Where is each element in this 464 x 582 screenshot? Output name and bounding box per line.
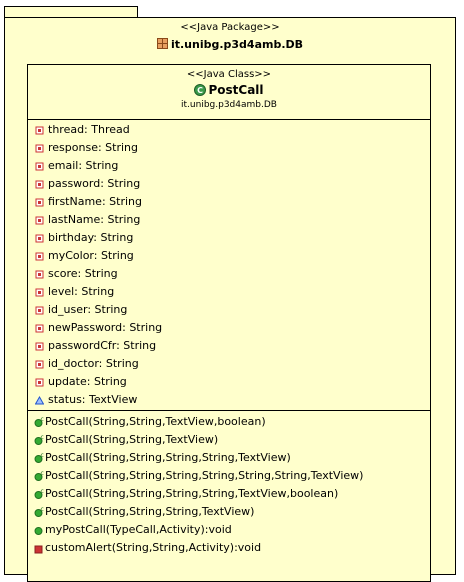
field-label: thread: Thread	[48, 123, 130, 136]
private-visibility-icon	[35, 252, 44, 261]
field-label: id_doctor: String	[48, 357, 139, 370]
method-row[interactable]	[28, 503, 430, 521]
method-row[interactable]	[28, 539, 430, 557]
class-header	[28, 65, 430, 120]
svg-text:c: c	[40, 506, 44, 513]
constructor-icon	[33, 452, 45, 464]
method-label: PostCall(String,String,String,String,String,String,TextView)	[45, 469, 364, 482]
private-visibility-icon	[35, 234, 44, 243]
field-row[interactable]	[28, 355, 430, 373]
field-label: response: String	[48, 141, 138, 154]
svg-text:c: c	[40, 488, 44, 495]
method-label: customAlert(String,String,Activity):void	[45, 541, 262, 554]
private-visibility-icon	[35, 144, 44, 153]
method-row[interactable]	[28, 521, 430, 539]
class-package: it.unibg.p3d4amb.DB	[181, 100, 277, 110]
method-label: PostCall(String,String,String,TextView)	[45, 505, 255, 518]
field-row[interactable]	[28, 193, 430, 211]
field-label: level: String	[48, 285, 115, 298]
field-row[interactable]	[28, 211, 430, 229]
private-visibility-icon	[35, 126, 44, 135]
method-row[interactable]	[28, 449, 430, 467]
field-row[interactable]	[28, 373, 430, 391]
field-label: id_user: String	[48, 303, 128, 316]
package-stereotype: <<Java Package>>	[180, 22, 280, 33]
package-icon	[157, 38, 168, 49]
field-label: myColor: String	[48, 249, 134, 262]
field-label: email: String	[48, 159, 119, 172]
field-label: newPassword: String	[48, 321, 163, 334]
package-name: it.unibg.p3d4amb.DB	[170, 38, 304, 51]
svg-text:c: c	[40, 470, 44, 477]
private-visibility-icon	[35, 306, 44, 315]
method-label: myPostCall(TypeCall,Activity):void	[45, 523, 232, 536]
class-box[interactable]	[27, 64, 431, 582]
svg-text:c: c	[40, 434, 44, 441]
method-label: PostCall(String,String,String,String,TextView)	[45, 451, 291, 464]
svg-text:c: c	[40, 452, 44, 459]
field-label: lastName: String	[48, 213, 141, 226]
method-row[interactable]	[28, 467, 430, 485]
field-label: firstName: String	[48, 195, 142, 208]
field-row[interactable]	[28, 175, 430, 193]
private-visibility-icon	[35, 180, 44, 189]
methods-compartment	[28, 411, 430, 557]
class-name-row	[28, 83, 430, 97]
private-method-icon	[33, 542, 45, 554]
field-label: passwordCfr: String	[48, 339, 157, 352]
field-row[interactable]	[28, 121, 430, 139]
private-visibility-icon	[35, 378, 44, 387]
field-row[interactable]	[28, 229, 430, 247]
constructor-icon	[33, 434, 45, 446]
field-label: update: String	[48, 375, 127, 388]
field-row[interactable]	[28, 265, 430, 283]
public-method-icon	[33, 524, 45, 536]
package-visibility-icon	[35, 396, 44, 405]
private-visibility-icon	[35, 360, 44, 369]
method-row[interactable]	[28, 485, 430, 503]
method-row[interactable]	[28, 413, 430, 431]
field-row[interactable]	[28, 157, 430, 175]
class-stereotype: <<Java Class>>	[186, 69, 272, 80]
field-row[interactable]	[28, 139, 430, 157]
constructor-icon	[33, 506, 45, 518]
field-row[interactable]	[28, 391, 430, 409]
private-visibility-icon	[35, 342, 44, 351]
private-visibility-icon	[35, 216, 44, 225]
constructor-icon	[33, 488, 45, 500]
class-name: PostCall	[208, 83, 264, 97]
package-frame	[4, 17, 456, 575]
private-visibility-icon	[35, 288, 44, 297]
private-visibility-icon	[35, 162, 44, 171]
fields-compartment	[28, 120, 430, 411]
field-label: password: String	[48, 177, 141, 190]
field-row[interactable]	[28, 283, 430, 301]
method-label: PostCall(String,String,TextView)	[45, 433, 219, 446]
method-row[interactable]	[28, 431, 430, 449]
private-visibility-icon	[35, 324, 44, 333]
field-row[interactable]	[28, 301, 430, 319]
field-row[interactable]	[28, 319, 430, 337]
private-visibility-icon	[35, 270, 44, 279]
field-label: birthday: String	[48, 231, 134, 244]
field-label: status: TextView	[48, 393, 138, 406]
method-label: PostCall(String,String,String,String,TextView,boolean)	[45, 487, 339, 500]
field-label: score: String	[48, 267, 118, 280]
svg-text:c: c	[40, 416, 44, 423]
constructor-icon	[33, 470, 45, 482]
svg-text:C: C	[197, 86, 204, 95]
package-name-row	[5, 38, 455, 51]
constructor-icon	[33, 416, 45, 428]
field-row[interactable]	[28, 247, 430, 265]
class-icon	[194, 84, 206, 96]
field-row[interactable]	[28, 337, 430, 355]
private-visibility-icon	[35, 198, 44, 207]
method-label: PostCall(String,String,TextView,boolean)	[45, 415, 266, 428]
